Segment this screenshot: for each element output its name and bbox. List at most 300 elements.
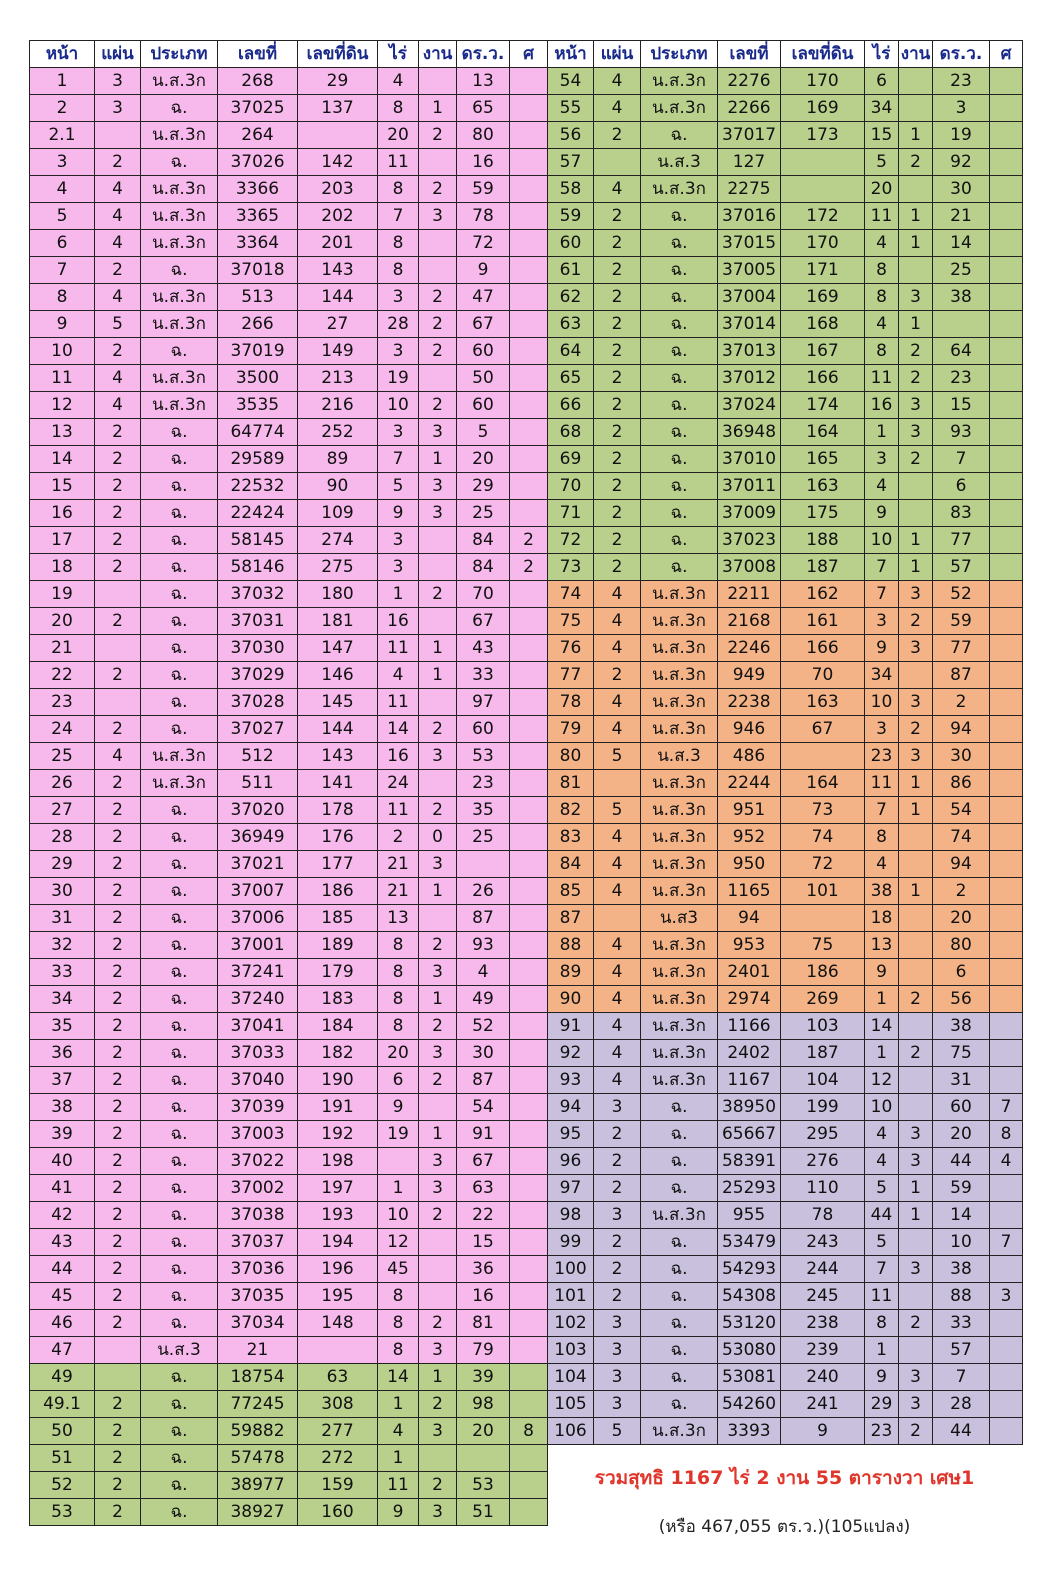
table-cell: 37019 — [218, 338, 298, 365]
table-row — [548, 932, 1023, 959]
table-cell: 56 — [933, 986, 990, 1013]
table-row — [548, 1121, 1023, 1148]
table-cell: 3 — [933, 95, 990, 122]
table-cell: 2 — [594, 527, 641, 554]
table-cell: 65 — [457, 95, 510, 122]
table-cell: 59 — [933, 1175, 990, 1202]
table-cell: 4 — [594, 824, 641, 851]
table-cell: 100 — [548, 1256, 594, 1283]
table-cell: ฉ. — [141, 1148, 218, 1175]
table-row — [30, 1148, 548, 1175]
table-cell: 275 — [298, 554, 378, 581]
table-cell: 2 — [95, 1040, 141, 1067]
table-cell: 97 — [457, 689, 510, 716]
table-cell: 4 — [95, 176, 141, 203]
table-cell: 3 — [594, 1094, 641, 1121]
table-cell: ฉ. — [641, 365, 718, 392]
table-cell: 2168 — [718, 608, 781, 635]
table-cell: 3 — [899, 1256, 933, 1283]
table-cell: 38950 — [718, 1094, 781, 1121]
table-row — [30, 716, 548, 743]
table-cell: 4 — [594, 68, 641, 95]
table-cell: 4 — [594, 1040, 641, 1067]
table-cell — [510, 473, 548, 500]
table-row — [30, 554, 548, 581]
table-cell — [990, 770, 1023, 797]
table-cell: 2 — [95, 554, 141, 581]
table-cell: 513 — [218, 284, 298, 311]
table-cell: 3 — [865, 608, 899, 635]
table-cell: 93 — [933, 419, 990, 446]
table-cell: 40 — [30, 1148, 95, 1175]
table-cell: 104 — [781, 1067, 865, 1094]
table-cell: 34 — [865, 662, 899, 689]
column-header: ประเภท — [141, 41, 218, 68]
table-cell: 30 — [933, 743, 990, 770]
table-cell: 54 — [933, 797, 990, 824]
table-cell: 32 — [30, 932, 95, 959]
table-row — [548, 68, 1023, 95]
table-cell: 176 — [298, 824, 378, 851]
table-cell — [510, 608, 548, 635]
table-cell: 3366 — [218, 176, 298, 203]
table-cell: 187 — [781, 1040, 865, 1067]
table-cell — [899, 932, 933, 959]
table-row — [30, 284, 548, 311]
table-cell: 185 — [298, 905, 378, 932]
table-cell: 2 — [95, 1391, 141, 1418]
table-cell: ฉ. — [141, 1040, 218, 1067]
table-cell — [510, 1499, 548, 1526]
table-row — [548, 392, 1023, 419]
table-cell: น.ส.3ก — [641, 1040, 718, 1067]
table-cell: 63 — [457, 1175, 510, 1202]
table-cell: 174 — [781, 392, 865, 419]
column-header: ศ — [510, 41, 548, 68]
table-row — [548, 311, 1023, 338]
table-cell: 77 — [548, 662, 594, 689]
table-cell: 79 — [457, 1337, 510, 1364]
table-cell: 8 — [378, 1310, 419, 1337]
table-cell: 37034 — [218, 1310, 298, 1337]
table-cell: 53 — [457, 1472, 510, 1499]
table-cell: 178 — [298, 797, 378, 824]
table-cell: 243 — [781, 1229, 865, 1256]
table-cell: 2 — [899, 446, 933, 473]
table-cell — [510, 1283, 548, 1310]
table-cell: ฉ. — [141, 1202, 218, 1229]
table-cell: 25 — [933, 257, 990, 284]
table-cell: 2 — [419, 1391, 457, 1418]
table-row — [30, 419, 548, 446]
table-cell: 167 — [781, 338, 865, 365]
table-cell: 3 — [899, 581, 933, 608]
table-cell — [990, 689, 1023, 716]
table-cell: 15 — [865, 122, 899, 149]
table-cell: 105 — [548, 1391, 594, 1418]
table-cell: 30 — [457, 1040, 510, 1067]
table-cell: 3 — [899, 1148, 933, 1175]
table-cell — [419, 770, 457, 797]
table-cell: 11 — [30, 365, 95, 392]
table-cell: 63 — [298, 1364, 378, 1391]
table-cell: 67 — [457, 311, 510, 338]
header-row — [548, 41, 1023, 68]
table-cell: 25 — [457, 500, 510, 527]
table-cell: 106 — [548, 1418, 594, 1445]
table-cell: 11 — [865, 770, 899, 797]
table-cell: 213 — [298, 365, 378, 392]
table-cell: 8 — [378, 959, 419, 986]
table-cell: ฉ. — [141, 527, 218, 554]
table-cell: ฉ. — [141, 446, 218, 473]
table-cell — [419, 68, 457, 95]
table-cell: 80 — [933, 932, 990, 959]
table-cell: 89 — [548, 959, 594, 986]
table-cell: 43 — [457, 635, 510, 662]
table-cell: 2 — [30, 95, 95, 122]
table-cell: 2 — [419, 311, 457, 338]
table-row — [548, 95, 1023, 122]
table-cell: 58391 — [718, 1148, 781, 1175]
table-cell: น.ส.3ก — [641, 959, 718, 986]
table-cell: 3 — [594, 1391, 641, 1418]
table-row — [30, 230, 548, 257]
table-cell: 1 — [419, 986, 457, 1013]
table-cell: 2 — [419, 284, 457, 311]
table-cell: 67 — [781, 716, 865, 743]
table-cell: 36948 — [718, 419, 781, 446]
table-cell: 29 — [298, 68, 378, 95]
table-cell: ฉ. — [641, 1256, 718, 1283]
table-cell: 7 — [990, 1229, 1023, 1256]
table-cell: ฉ. — [141, 1499, 218, 1526]
table-body-right — [548, 68, 1023, 1445]
table-cell: 3 — [419, 1499, 457, 1526]
table-cell: 37041 — [218, 1013, 298, 1040]
table-cell: ฉ. — [141, 905, 218, 932]
table-cell: 2 — [95, 797, 141, 824]
table-cell — [510, 689, 548, 716]
table-cell: 11 — [865, 203, 899, 230]
table-cell — [419, 230, 457, 257]
summary-block — [547, 1447, 1022, 1540]
table-cell: 2 — [594, 1121, 641, 1148]
table-cell: 4 — [95, 392, 141, 419]
table-cell: 44 — [933, 1418, 990, 1445]
table-cell: 952 — [718, 824, 781, 851]
table-cell: 20 — [378, 1040, 419, 1067]
table-cell — [510, 419, 548, 446]
table-cell: 4 — [865, 1121, 899, 1148]
table-cell — [510, 338, 548, 365]
table-cell: 37005 — [718, 257, 781, 284]
table-cell: 277 — [298, 1418, 378, 1445]
table-cell: 1 — [899, 311, 933, 338]
table-cell: 146 — [298, 662, 378, 689]
table-cell: ฉ. — [141, 1121, 218, 1148]
table-cell: 74 — [548, 581, 594, 608]
table-cell: 2 — [95, 527, 141, 554]
table-cell: 1 — [899, 1202, 933, 1229]
table-cell: 1 — [419, 635, 457, 662]
table-cell — [95, 1364, 141, 1391]
table-cell: 53081 — [718, 1364, 781, 1391]
table-cell: น.ส.3ก — [641, 770, 718, 797]
table-cell: ฉ. — [641, 284, 718, 311]
table-cell: 7 — [30, 257, 95, 284]
table-cell — [419, 608, 457, 635]
table-cell: 3 — [378, 527, 419, 554]
table-cell: 2 — [594, 284, 641, 311]
table-cell — [510, 959, 548, 986]
table-row — [548, 500, 1023, 527]
table-cell: ฉ. — [641, 419, 718, 446]
table-row — [548, 554, 1023, 581]
table-cell: 20 — [457, 446, 510, 473]
table-cell: 2 — [95, 662, 141, 689]
table-cell: 2 — [594, 1148, 641, 1175]
table-cell: 8 — [865, 257, 899, 284]
table-cell — [510, 1094, 548, 1121]
table-cell: ฉ. — [141, 338, 218, 365]
table-cell: 14 — [865, 1013, 899, 1040]
column-header: ประเภท — [641, 41, 718, 68]
table-row — [548, 176, 1023, 203]
table-cell: 3 — [95, 68, 141, 95]
table-cell: น.ส.3ก — [141, 743, 218, 770]
table-cell: 7 — [378, 203, 419, 230]
table-cell: 2 — [95, 1472, 141, 1499]
table-cell: ฉ. — [141, 1256, 218, 1283]
table-cell: 37035 — [218, 1283, 298, 1310]
table-row — [548, 689, 1023, 716]
table-cell: 2.1 — [30, 122, 95, 149]
table-cell: 4 — [594, 959, 641, 986]
table-cell: น.ส.3ก — [641, 932, 718, 959]
table-cell: 37007 — [218, 878, 298, 905]
table-cell: 2401 — [718, 959, 781, 986]
table-cell: 181 — [298, 608, 378, 635]
table-cell: 54260 — [718, 1391, 781, 1418]
table-cell: ฉ. — [141, 1391, 218, 1418]
table-cell: 8 — [378, 257, 419, 284]
summary-total: รวมสุทธิ 1167 ไร่ 2 งาน 55 ตารางวา เศษ1 — [594, 1467, 975, 1489]
table-row — [30, 1310, 548, 1337]
table-cell: 2 — [899, 338, 933, 365]
table-cell: 37037 — [218, 1229, 298, 1256]
table-cell: 141 — [298, 770, 378, 797]
table-cell: ฉ. — [641, 554, 718, 581]
table-cell: 96 — [548, 1148, 594, 1175]
table-cell: 93 — [457, 932, 510, 959]
table-cell: 4 — [594, 1067, 641, 1094]
table-cell: 7 — [378, 446, 419, 473]
table-cell: 2 — [594, 311, 641, 338]
table-cell: 512 — [218, 743, 298, 770]
table-cell: 8 — [378, 1337, 419, 1364]
table-row — [30, 932, 548, 959]
table-cell: 19 — [933, 122, 990, 149]
table-cell: 2 — [594, 257, 641, 284]
table-cell: ฉ. — [641, 1094, 718, 1121]
table-cell: 37026 — [218, 149, 298, 176]
table-cell: น.ส.3ก — [641, 797, 718, 824]
table-cell: 19 — [378, 1121, 419, 1148]
table-cell — [510, 311, 548, 338]
table-cell: 8 — [378, 932, 419, 959]
table-cell — [510, 851, 548, 878]
table-cell: 2 — [419, 1310, 457, 1337]
table-cell: 38 — [30, 1094, 95, 1121]
table-cell: 169 — [781, 95, 865, 122]
table-cell — [419, 1445, 457, 1472]
table-cell — [990, 1310, 1023, 1337]
table-cell — [419, 1283, 457, 1310]
table-cell: 6 — [378, 1067, 419, 1094]
table-cell: 58146 — [218, 554, 298, 581]
table-cell: 3 — [419, 1337, 457, 1364]
table-cell: 2 — [594, 365, 641, 392]
table-cell: 14 — [933, 1202, 990, 1229]
table-cell: 266 — [218, 311, 298, 338]
table-cell: 4 — [95, 230, 141, 257]
table-row — [548, 878, 1023, 905]
table-row — [548, 1256, 1023, 1283]
column-header: หน้า — [548, 41, 594, 68]
table-cell: 173 — [781, 122, 865, 149]
table-cell: 75 — [548, 608, 594, 635]
table-cell: 163 — [781, 689, 865, 716]
table-cell: 27 — [298, 311, 378, 338]
table-cell: 98 — [548, 1202, 594, 1229]
table-cell: 37013 — [718, 338, 781, 365]
table-cell: น.ส.3 — [641, 149, 718, 176]
column-header: เลขที่ — [718, 41, 781, 68]
table-cell: 197 — [298, 1175, 378, 1202]
table-cell: 2 — [95, 257, 141, 284]
table-cell: ฉ. — [641, 257, 718, 284]
table-cell: 4 — [378, 662, 419, 689]
table-cell — [510, 635, 548, 662]
table-cell — [510, 392, 548, 419]
table-cell: 4 — [95, 743, 141, 770]
table-cell: 50 — [30, 1418, 95, 1445]
land-table-left — [29, 40, 548, 1526]
table-cell: 4 — [594, 878, 641, 905]
table-cell: 29589 — [218, 446, 298, 473]
table-cell: 45 — [30, 1283, 95, 1310]
table-cell — [510, 662, 548, 689]
table-cell — [990, 743, 1023, 770]
table-cell: 78 — [548, 689, 594, 716]
table-cell — [990, 716, 1023, 743]
table-cell: 8 — [378, 1013, 419, 1040]
table-row — [30, 905, 548, 932]
table-body-left — [30, 68, 548, 1526]
table-cell: 4 — [594, 176, 641, 203]
table-cell: น.ส.3ก — [641, 824, 718, 851]
table-cell: 4 — [95, 203, 141, 230]
table-cell: 9 — [378, 500, 419, 527]
table-cell — [510, 1148, 548, 1175]
table-cell: ฉ. — [141, 1283, 218, 1310]
table-cell — [990, 338, 1023, 365]
table-cell: 26 — [30, 770, 95, 797]
table-cell — [899, 1283, 933, 1310]
table-cell: 169 — [781, 284, 865, 311]
table-cell — [990, 95, 1023, 122]
table-cell — [990, 1256, 1023, 1283]
table-cell: 14 — [933, 230, 990, 257]
table-cell: 16 — [378, 743, 419, 770]
table-cell: 1 — [419, 1364, 457, 1391]
table-cell: 239 — [781, 1337, 865, 1364]
table-cell: 11 — [378, 635, 419, 662]
table-cell: 1 — [30, 68, 95, 95]
table-cell: 3 — [419, 500, 457, 527]
table-cell: 2 — [95, 149, 141, 176]
table-cell: 8 — [378, 176, 419, 203]
table-cell: 13 — [378, 905, 419, 932]
table-cell: ฉ. — [141, 1418, 218, 1445]
table-cell: 33 — [933, 1310, 990, 1337]
table-row — [548, 473, 1023, 500]
table-cell: 1 — [865, 1040, 899, 1067]
table-cell: 41 — [30, 1175, 95, 1202]
table-cell: 59 — [933, 608, 990, 635]
column-header: เลขที่ดิน — [781, 41, 865, 68]
table-cell: 2 — [95, 851, 141, 878]
table-cell: 195 — [298, 1283, 378, 1310]
table-cell: 16 — [865, 392, 899, 419]
table-cell — [899, 851, 933, 878]
column-header: ไร่ — [865, 41, 899, 68]
table-cell: 180 — [298, 581, 378, 608]
column-header: เลขที่ — [218, 41, 298, 68]
table-row — [30, 392, 548, 419]
table-cell: 7 — [865, 581, 899, 608]
table-cell: 3 — [378, 419, 419, 446]
table-cell: 4 — [30, 176, 95, 203]
table-cell: 49.1 — [30, 1391, 95, 1418]
table-cell: 4 — [594, 1013, 641, 1040]
table-cell — [419, 149, 457, 176]
table-cell — [419, 689, 457, 716]
table-cell — [510, 203, 548, 230]
table-cell: น.ส.3ก — [641, 95, 718, 122]
table-cell: 2 — [95, 1418, 141, 1445]
table-cell: 101 — [781, 878, 865, 905]
table-row — [548, 203, 1023, 230]
table-cell: 949 — [718, 662, 781, 689]
table-row — [548, 1013, 1023, 1040]
table-cell: 170 — [781, 230, 865, 257]
table-cell: ฉ. — [141, 986, 218, 1013]
table-cell: 2 — [899, 149, 933, 176]
table-cell: 2 — [95, 473, 141, 500]
table-cell: 74 — [781, 824, 865, 851]
table-cell: 203 — [298, 176, 378, 203]
table-cell: 2 — [933, 689, 990, 716]
table-cell: 26 — [457, 878, 510, 905]
table-cell: 94 — [718, 905, 781, 932]
table-cell: 7 — [933, 446, 990, 473]
table-cell: ฉ. — [141, 932, 218, 959]
table-cell: 196 — [298, 1256, 378, 1283]
table-cell: 166 — [781, 635, 865, 662]
column-header: แผ่น — [95, 41, 141, 68]
